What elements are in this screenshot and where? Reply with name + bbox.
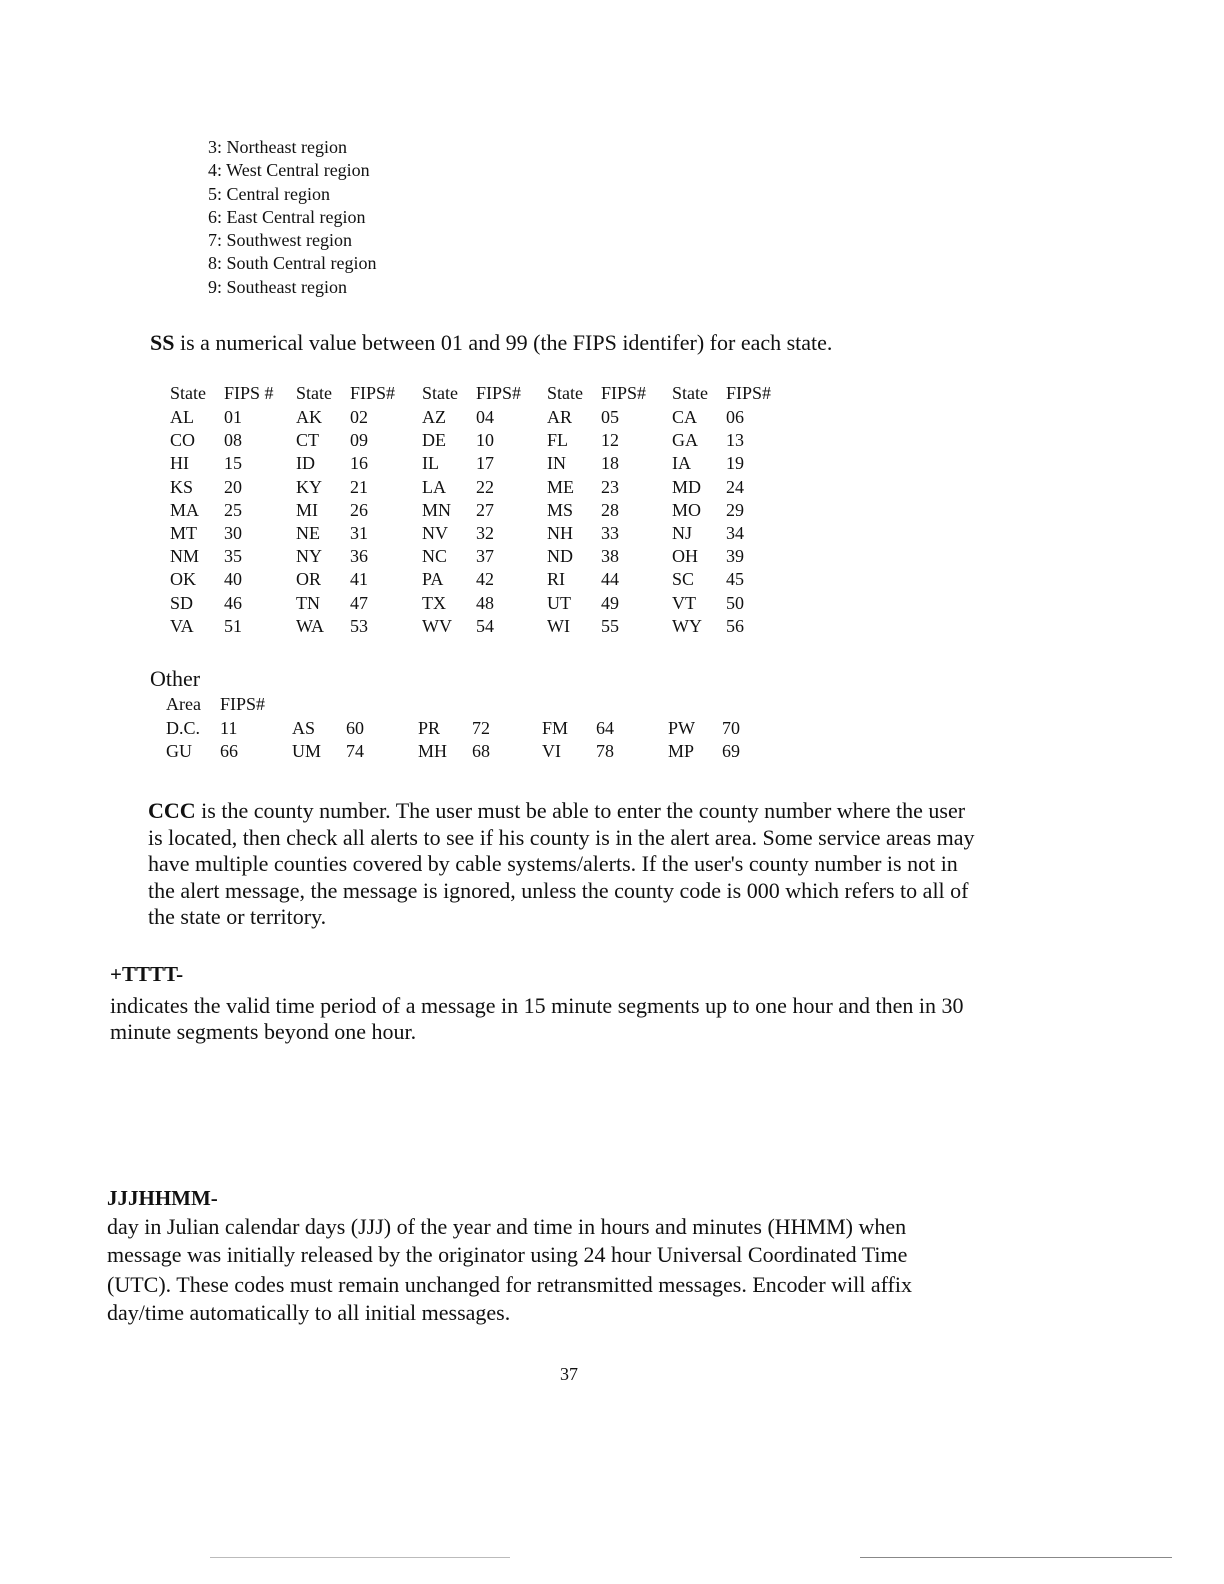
- state-fips: 55: [601, 615, 619, 636]
- state-code: NV: [422, 523, 448, 543]
- state-fips: 16: [350, 453, 368, 474]
- area-fips: 74: [346, 741, 364, 761]
- area-fips: 64: [596, 718, 614, 738]
- state-fips: 41: [350, 569, 368, 590]
- region-item: 9: Southeast region: [208, 276, 347, 297]
- ss-term: SS: [150, 330, 175, 355]
- table-header-fips: FIPS#: [601, 383, 647, 403]
- state-code: MS: [547, 499, 574, 520]
- state-fips: 09: [350, 430, 368, 451]
- area-code: D.C.: [166, 718, 201, 738]
- region-list: [208, 136, 376, 299]
- state-code: NJ: [672, 523, 693, 543]
- state-code: MT: [170, 523, 197, 543]
- state-code: NE: [296, 523, 320, 543]
- state-code: MO: [672, 499, 702, 520]
- table-header-fips: FIPS#: [476, 383, 522, 403]
- state-code: HI: [170, 453, 189, 474]
- area-fips: 69: [722, 741, 740, 761]
- state-code: KY: [296, 476, 322, 497]
- area-code: VI: [542, 741, 561, 761]
- state-code: NY: [296, 546, 322, 567]
- area-code: MH: [418, 741, 448, 761]
- area-fips: 11: [220, 718, 238, 738]
- table-header-state: State: [547, 383, 583, 403]
- state-fips: 15: [224, 453, 242, 474]
- area-fips: 68: [472, 741, 490, 761]
- state-fips: 30: [224, 523, 242, 543]
- region-item: 7: Southwest region: [208, 230, 352, 251]
- state-code: AL: [170, 407, 194, 427]
- state-fips: 25: [224, 499, 242, 520]
- state-fips: 49: [601, 592, 619, 613]
- state-fips: 29: [726, 499, 744, 520]
- state-fips: 01: [224, 407, 242, 427]
- state-fips: 44: [601, 569, 619, 590]
- state-fips: 05: [601, 407, 619, 427]
- state-code: WA: [296, 615, 324, 636]
- other-header-fips: FIPS#: [220, 694, 266, 714]
- region-item: 4: West Central region: [208, 160, 370, 181]
- state-code: IA: [672, 453, 691, 474]
- state-code: AK: [296, 407, 322, 427]
- state-fips: 02: [350, 407, 368, 427]
- state-code: PA: [422, 569, 444, 590]
- area-code: PR: [418, 718, 441, 738]
- state-fips: 20: [224, 476, 242, 497]
- state-fips: 38: [601, 546, 619, 567]
- region-item: 5: Central region: [208, 183, 330, 204]
- state-code: IN: [547, 453, 566, 474]
- state-code: ID: [296, 453, 315, 474]
- state-code: DE: [422, 430, 446, 451]
- state-fips: 32: [476, 523, 494, 543]
- area-code: MP: [668, 741, 695, 761]
- area-fips: 72: [472, 718, 490, 738]
- state-code: AZ: [422, 407, 446, 427]
- state-code: CA: [672, 407, 698, 427]
- state-fips: 34: [726, 523, 744, 543]
- state-code: WY: [672, 615, 702, 636]
- ccc-line: the alert message, the message is ignored, unless the county code is 000 which refers to all of: [148, 877, 969, 903]
- state-code: NC: [422, 546, 448, 567]
- state-fips: 40: [224, 569, 242, 590]
- other-header-area: Area: [166, 694, 201, 714]
- state-fips: 33: [601, 523, 619, 543]
- ccc-line: is located, then check all alerts to see if his county is in the alert area. Some service areas may: [148, 824, 975, 850]
- state-code: RI: [547, 569, 565, 590]
- area-fips: 78: [596, 741, 614, 761]
- state-code: FL: [547, 430, 569, 451]
- state-fips: 19: [726, 453, 744, 474]
- table-header-state: State: [170, 383, 206, 403]
- state-fips: 08: [224, 430, 242, 451]
- state-fips: 54: [476, 615, 494, 636]
- state-fips: 10: [476, 430, 494, 451]
- state-fips: 12: [601, 430, 619, 451]
- state-fips: 36: [350, 546, 368, 567]
- region-item: 6: East Central region: [208, 206, 366, 227]
- state-code: GA: [672, 430, 698, 451]
- state-fips: 22: [476, 476, 494, 497]
- state-code: CO: [170, 430, 196, 451]
- state-code: TN: [296, 592, 320, 613]
- state-code: AR: [547, 407, 573, 427]
- state-code: CT: [296, 430, 320, 451]
- state-fips: 23: [601, 476, 619, 497]
- state-code: OH: [672, 546, 698, 567]
- state-code: NM: [170, 546, 200, 567]
- table-header-fips: FIPS#: [726, 383, 772, 403]
- table-header-fips: FIPS#: [350, 383, 396, 403]
- region-item: 8: South Central region: [208, 253, 377, 274]
- state-code: IL: [422, 453, 439, 474]
- state-fips: 39: [726, 546, 744, 567]
- state-fips: 46: [224, 592, 242, 613]
- jjj-line: day in Julian calendar days (JJJ) of the year and time in hours and minutes (HHMM) when: [107, 1214, 907, 1239]
- state-fips: 47: [350, 592, 368, 613]
- area-fips: 60: [346, 718, 364, 738]
- other-heading: Other: [150, 666, 201, 691]
- state-fips: 17: [476, 453, 494, 474]
- ss-paragraph: [150, 330, 832, 357]
- ss-text: is a numerical value between 01 and 99 (the FIPS identifer) for each state.: [174, 330, 833, 355]
- tttt-line: minute segments beyond one hour.: [110, 1019, 417, 1044]
- state-fips: 56: [726, 615, 744, 636]
- state-fips: 13: [726, 430, 744, 451]
- state-code: LA: [422, 476, 446, 497]
- state-code: WV: [422, 615, 452, 636]
- state-fips: 35: [224, 546, 242, 567]
- state-code: WI: [547, 615, 570, 636]
- table-header-fips: FIPS #: [224, 383, 274, 403]
- tttt-heading: +TTTT-: [110, 962, 184, 986]
- state-code: OR: [296, 569, 322, 590]
- state-code: KS: [170, 476, 194, 497]
- state-code: ME: [547, 476, 574, 497]
- state-code: NH: [547, 523, 573, 543]
- jjj-heading: JJJHHMM-: [107, 1186, 218, 1210]
- area-code: AS: [292, 718, 316, 738]
- state-fips: 48: [476, 592, 494, 613]
- scan-edge-line: [210, 1557, 510, 1558]
- state-code: MA: [170, 499, 200, 520]
- state-fips: 04: [476, 407, 494, 427]
- state-fips: 24: [726, 476, 744, 497]
- tttt-line: indicates the valid time period of a message in 15 minute segments up to one hour and then in 30: [110, 993, 964, 1018]
- state-fips: 42: [476, 569, 494, 590]
- state-fips: 26: [350, 499, 368, 520]
- area-code: PW: [668, 718, 695, 738]
- jjj-line: (UTC). These codes must remain unchanged for retransmitted messages. Encoder will affix: [107, 1272, 912, 1297]
- state-code: TX: [422, 592, 446, 613]
- jjj-line: message was initially released by the originator using 24 hour Universal Coordinated Time: [107, 1242, 908, 1267]
- table-header-state: State: [672, 383, 708, 403]
- jjj-line: day/time automatically to all initial messages.: [107, 1300, 511, 1325]
- state-code: UT: [547, 592, 571, 613]
- state-code: SC: [672, 569, 695, 590]
- state-fips: 31: [350, 523, 368, 543]
- state-code: OK: [170, 569, 196, 590]
- page-number: 37: [560, 1364, 578, 1384]
- table-header-state: State: [422, 383, 458, 403]
- area-fips: 70: [722, 718, 740, 738]
- area-code: FM: [542, 718, 569, 738]
- state-fips: 51: [224, 615, 242, 636]
- state-fips: 06: [726, 407, 744, 427]
- state-code: MD: [672, 476, 702, 497]
- table-header-state: State: [296, 383, 332, 403]
- state-fips: 21: [350, 476, 368, 497]
- state-code: VA: [170, 615, 194, 636]
- state-fips: 45: [726, 569, 744, 590]
- state-code: MI: [296, 499, 318, 520]
- state-code: SD: [170, 592, 194, 613]
- state-fips: 27: [476, 499, 494, 520]
- state-code: ND: [547, 546, 573, 567]
- state-fips: 53: [350, 615, 368, 636]
- scan-edge-line: [860, 1557, 1172, 1558]
- area-code: GU: [166, 741, 192, 761]
- ccc-line: have multiple counties covered by cable systems/alerts. If the user's county number is not in: [148, 851, 958, 876]
- ccc-line: the state or territory.: [148, 904, 327, 929]
- state-fips: 28: [601, 499, 619, 520]
- state-code: VT: [672, 592, 696, 613]
- ccc-term: CCC: [148, 798, 196, 823]
- state-fips: 37: [476, 546, 494, 567]
- state-code: MN: [422, 499, 452, 520]
- state-fips: 18: [601, 453, 619, 474]
- area-code: UM: [292, 741, 322, 761]
- region-item: 3: Northeast region: [208, 137, 347, 157]
- ccc-line: is the county number. The user must be able to enter the county number where the user: [195, 798, 966, 823]
- area-fips: 66: [220, 741, 238, 761]
- state-fips: 50: [726, 592, 744, 613]
